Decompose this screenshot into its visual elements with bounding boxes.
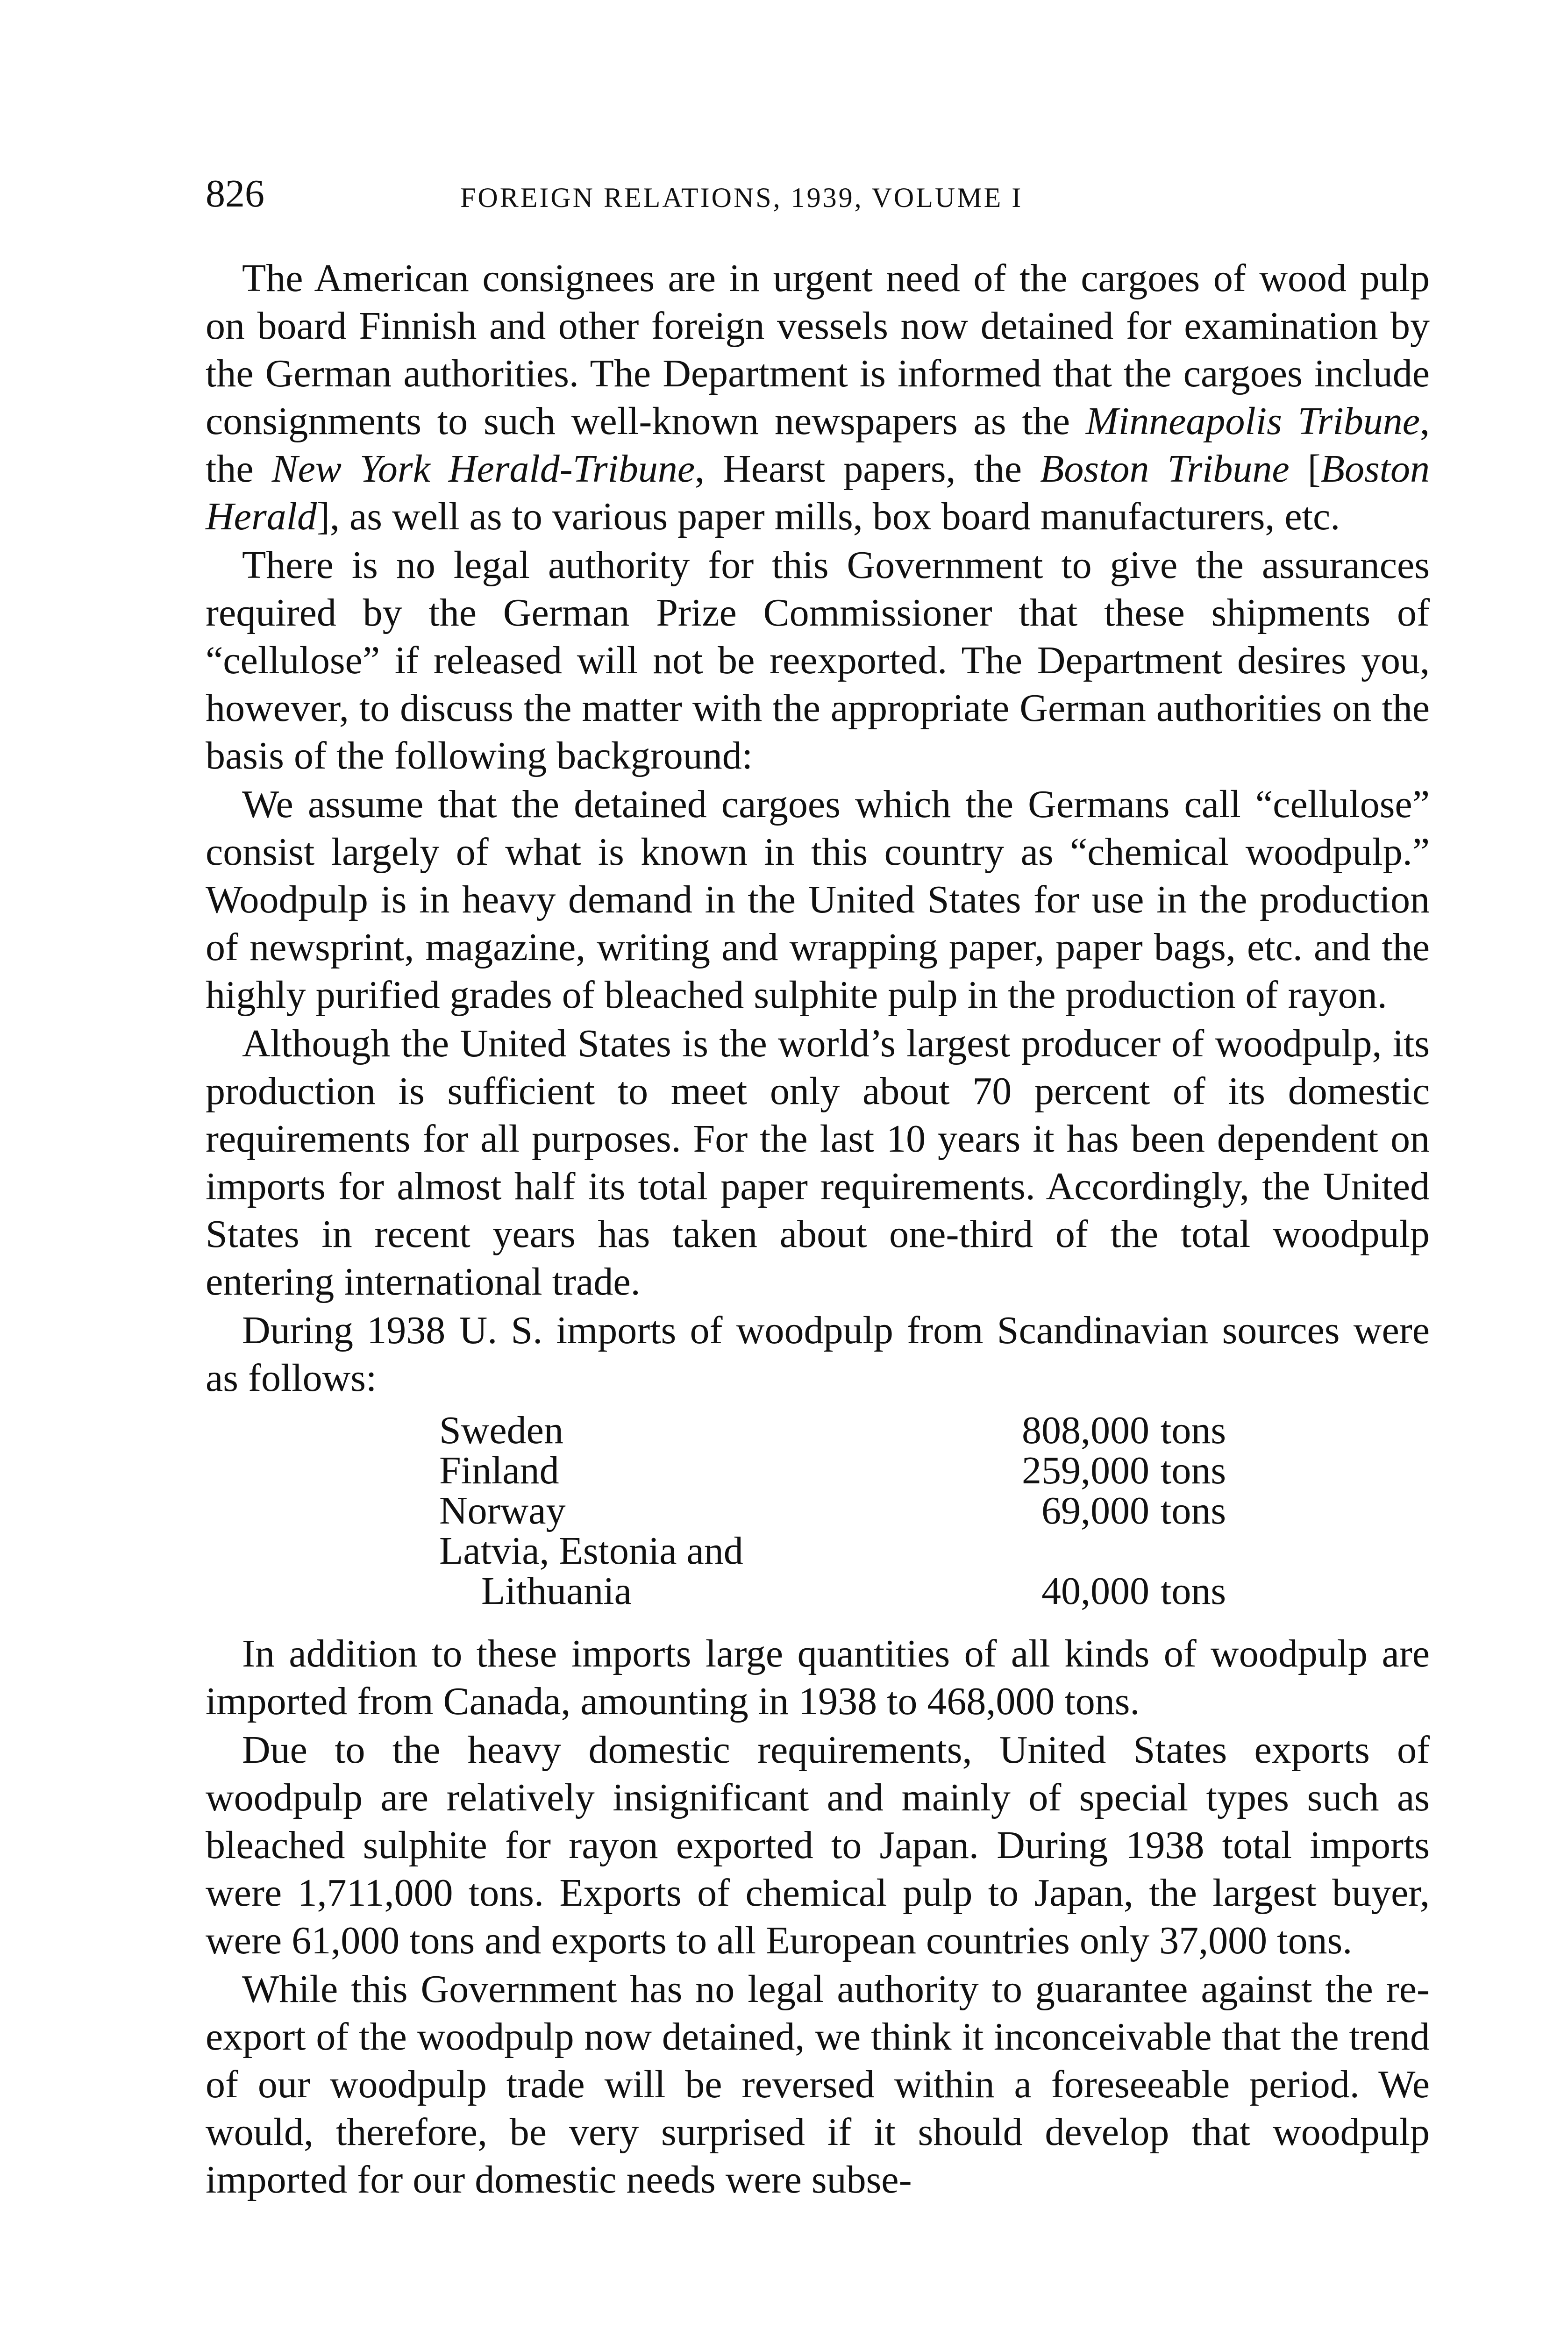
country-cell: [439, 1531, 976, 1611]
paragraph-re-export: While this Government has no legal authority to guarantee against the re-export of the woodpulp now detained, we think it inconceivable that the trend of our woodpulp trade will be reversed within a foreseeable period. We would, therefore, be very surprised if it should develop that woodpulp imported for our domestic needs were subse-: [206, 1967, 1430, 2201]
newspaper-name: Boston Tribune: [1040, 447, 1290, 491]
page-number: 826: [206, 172, 264, 215]
paragraph-exports: Due to the heavy domestic requirements, United States exports of woodpulp are relatively insignificant and mainly of special types such as bleached sulphite for rayon exported to Japan. During 1938 total imports were 1,711,000 tons. Exports of chemical pulp to Japan, the largest buyer, were 61,000 tons and exports to all European countries only 37,000 tons.: [206, 1728, 1430, 1962]
country-line: Latvia, Estonia and: [439, 1529, 743, 1573]
body-text: [206, 255, 1430, 2204]
country-cell: Norway: [439, 1489, 566, 1532]
table-row: [439, 1410, 1226, 1451]
table-row: [439, 1451, 1226, 1491]
country-cell: Finland: [439, 1449, 559, 1492]
paragraph-consignees: The American consignees are in urgent need of the cargoes of wood pulp on board Finnish and other foreign vessels now detained for examination by the German authorities. The Department is informed that the cargoes include consignments to such well-known newspapers as the Minneapolis Tribune, the New York Herald-Tribune, Hearst papers, the Boston Tribune [Boston Herald], as well as to various paper mills, box board manufacturers, etc.: [206, 256, 1430, 538]
quantity-cell: 259,000: [1022, 1449, 1149, 1492]
paragraph-production: Although the United States is the world’s largest producer of woodpulp, its production is sufficient to meet only about 70 percent of its domestic requirements for all purposes. For the last 10 years it has been dependent on imports for almost half its total paper requirements. Accordingly, the United States in recent years has taken about one-third of the total woodpulp entering international trade.: [206, 1022, 1430, 1303]
quantity-cell: 40,000: [1041, 1569, 1149, 1613]
quantity-cell: 808,000: [1022, 1409, 1149, 1452]
table-row: [439, 1491, 1226, 1531]
paragraph-imports-intro: During 1938 U. S. imports of woodpulp from Scandinavian sources were as follows:: [206, 1309, 1430, 1400]
paragraph-legal-authority: There is no legal authority for this Government to give the assurances required by the German Prize Commissioner that these shipments of “cellulose” if released will not be reexported. The Department desires you, however, to discuss the matter with the appropriate German authorities on the basis of the following background:: [206, 543, 1430, 777]
table-row: [439, 1531, 1226, 1611]
unit-cell: tons: [1161, 1489, 1226, 1532]
running-head: FOREIGN RELATIONS, 1939, VOLUME I: [460, 182, 1023, 213]
newspaper-name: Minneapolis Tribune: [1085, 399, 1420, 443]
unit-cell: tons: [1161, 1449, 1226, 1492]
page-header: [206, 168, 1430, 220]
paragraph-canada: In addition to these imports large quantities of all kinds of woodpulp are imported from Canada, amounting in 1938 to 468,000 tons.: [206, 1632, 1430, 1723]
unit-cell: tons: [1161, 1409, 1226, 1452]
unit-cell: tons: [1161, 1569, 1226, 1613]
imports-table: [439, 1410, 1226, 1611]
paragraph-cellulose: We assume that the detained cargoes which the Germans call “cellulose” consist largely of what is known in this country as “chemical woodpulp.” Woodpulp is in heavy demand in the United States for use in the production of newsprint, magazine, writing and wrapping paper, paper bags, etc. and the highly purified grades of bleached sulphite pulp in the production of rayon.: [206, 783, 1430, 1017]
quantity-cell: 69,000: [1041, 1489, 1149, 1532]
country-cell: Sweden: [439, 1409, 563, 1452]
newspaper-name: Boston Herald: [206, 447, 1430, 538]
country-line-continued: Lithuania: [481, 1569, 632, 1613]
newspaper-name: New York Herald-Tribune: [271, 447, 695, 491]
